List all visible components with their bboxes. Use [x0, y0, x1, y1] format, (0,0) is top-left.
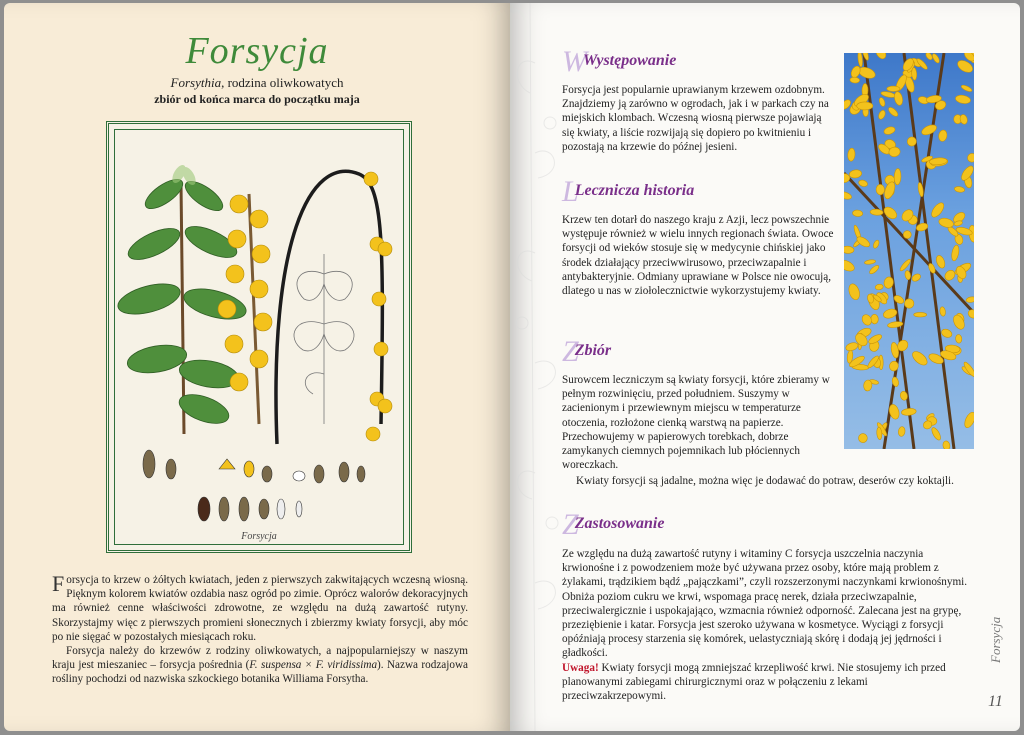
section-paragraph: Ze względu na dużą zawartość rutyny i witaminy C forsycja uszczelnia naczynia krwionośne i z powodzeniem może być używana przez osoby, które mają problem z żylakami, trądzikiem bądź „pajączkami”, czyli rozszerzonymi naczynkami krwionośnymi. Obniża poziom cukru we krwi, wspomaga pracę nerek, działa przeciwzapalnie, przeciwalergicznie i uspokajająco, wzmacnia również odporność. Zalecana jest na grypę, przeziębienie i katar. Forsycja jest szeroko używana w kosmetyce. Wyciągi z forsycji opóźniają procesy starzenia się komórek, uelastyczniają skórę i dodają jej jędrności i gładkości.	[562, 548, 968, 660]
blossom	[887, 86, 900, 91]
warning-label: Uwaga!	[562, 662, 599, 674]
blossom	[864, 259, 876, 265]
blossom	[844, 246, 854, 254]
section-title-text: Zastosowanie	[574, 515, 665, 532]
intro-text: orsycja to krzew o żółtych kwiatach, jeden z pierwszych zakwitających wczesną wiosną. Pięknym kolorem kwiatów ozdabia nasz ogród po zimie. Oprócz walorów dekoracyjnych ma również cenne właściwości zdrowotne, ze względu na dużą zawartość rutyny. Skorzystajmy więc z pierwszych promieni słonecznych i zbierzmy kwiaty forsycji, aby móc po nie sięgać w pozostałych miesiącach roku.	[52, 574, 468, 643]
blossom	[955, 94, 971, 105]
blossom	[870, 209, 883, 216]
blossom	[898, 426, 906, 437]
blossom	[871, 314, 879, 324]
latin-name: Forsythia	[170, 75, 222, 90]
left-page	[4, 3, 510, 731]
blossom	[914, 312, 927, 317]
edible-note	[576, 474, 976, 488]
warning-note	[562, 661, 974, 704]
blossom	[849, 169, 862, 179]
section-ornament: W	[562, 45, 587, 78]
section-text-zastosowanie	[562, 547, 974, 661]
section-paragraph: Krzew ten dotarł do naszego kraju z Azji, lecz powszechnie występuje również w wielu innych regionach świata. Owoce forsycji od wieków stosuje się w medycynie chińskiej jako środek działający przeciwwirusowo, przeciwzapalnie i antybakteryjnie. Odmiany uprawiane w Polsce nie owocują, dlatego u nas w ziołolecznictwie wykorzystujemy kwiaty.	[562, 214, 834, 298]
subtitle	[4, 75, 510, 91]
blossom	[868, 264, 880, 275]
section-title-lecznicza	[562, 175, 694, 209]
section-text-wystepowanie	[562, 83, 834, 154]
warning-paragraph	[562, 661, 974, 704]
blossom	[863, 380, 872, 392]
blossom	[858, 179, 869, 188]
blossom	[927, 262, 936, 274]
blossom	[942, 440, 950, 449]
page-number: 11	[988, 693, 1003, 710]
right-page	[510, 3, 1020, 731]
blossom	[954, 186, 965, 193]
section-paragraph: Surowcem leczniczym są kwiaty forsycji, które zbieramy w pełnym rozwinięciu, przed południem. Suszymy w zacienionym i przewiewnym miejscu w temperaturze otoczenia, rozłożone cienką warstwą na papierze. Przechowujemy w papierowych torebkach, dobrze zamykanych ciemnych pojemnikach lub płóciennych woreczkach.	[562, 374, 830, 472]
left-body-text	[52, 573, 468, 687]
section-title-text: Zbiór	[574, 342, 612, 359]
blossom	[857, 65, 877, 80]
blossom	[929, 201, 946, 219]
harvest-period: zbiór od końca marca do początku maja	[154, 92, 360, 106]
blossom	[878, 97, 886, 107]
blossom	[847, 282, 861, 301]
hybrid-latin-name: F. suspensa × F. viridissima	[249, 659, 378, 672]
blossom	[844, 190, 852, 200]
blossom	[967, 308, 974, 320]
section-title-wystepowanie	[562, 45, 676, 79]
section-ornament: L	[562, 175, 579, 208]
botanical-illustration	[106, 121, 412, 553]
blossom	[847, 148, 855, 162]
family-text-a: Forsycja należy do krzewów z rodziny oliwkowatych, a najpopularniejszy w naszym kraju jest mieszaniec – forsycja pośrednia (	[52, 645, 468, 672]
blossom	[911, 272, 922, 282]
floral-background-icon	[510, 3, 570, 731]
blossom	[951, 245, 961, 262]
family-text-b: ). Nazwa rodzajowa rośliny pochodzi od nazwiska szkockiego botanika Williama Forsytha.	[52, 659, 468, 686]
blossom	[935, 254, 947, 269]
blossom	[893, 91, 904, 106]
flower-photo-icon	[844, 53, 974, 449]
blossom	[883, 126, 896, 136]
blossom	[844, 258, 856, 273]
blossom	[874, 53, 888, 61]
blossom	[857, 102, 873, 110]
blossom	[876, 184, 885, 195]
drop-cap: F	[52, 571, 65, 596]
section-title-text: Lecznicza historia	[574, 182, 695, 199]
blossom	[963, 411, 974, 430]
blossom	[860, 313, 873, 327]
section-text-zbior	[562, 373, 834, 472]
blossom	[850, 77, 860, 84]
section-text-lecznicza	[562, 213, 834, 298]
blossom	[938, 129, 948, 142]
blossom	[875, 284, 884, 291]
blossom	[887, 321, 903, 329]
blossom	[901, 408, 916, 416]
blossom	[966, 296, 974, 303]
section-ornament: Z	[562, 335, 579, 368]
forsythia-drawing-icon	[109, 124, 409, 550]
section-title-zastosowanie	[562, 508, 664, 542]
blossom	[857, 53, 863, 67]
blossom	[966, 152, 974, 164]
family-paragraph	[52, 644, 468, 687]
blossom	[877, 109, 886, 120]
section-title-zbior	[562, 335, 611, 369]
blossom	[852, 210, 863, 217]
blossom	[910, 349, 929, 368]
forsythia-photo	[844, 53, 974, 449]
blossom	[887, 106, 899, 118]
blossom	[959, 164, 974, 182]
illustration-caption: Forsycja	[241, 531, 277, 542]
blossom	[951, 313, 966, 331]
blossom	[858, 433, 868, 444]
warning-text: Kwiaty forsycji mogą zmniejszać krzepliwość krwi. Nie stosujemy ich przed planowanymi zabiegami chirurgicznymi oraz w połączeniu z lekami przeciwzakrzepowymi.	[562, 662, 946, 703]
family-name: , rodzina oliwkowatych	[221, 75, 344, 90]
page-title: Forsycja	[185, 30, 329, 72]
intro-paragraph	[52, 573, 468, 644]
blossom	[920, 123, 938, 137]
section-ornament: Z	[562, 508, 579, 541]
section-title-text: Występowanie	[583, 52, 677, 69]
blossom	[925, 53, 934, 61]
blossom	[960, 84, 972, 93]
blossom	[959, 114, 968, 125]
blossom	[872, 239, 880, 249]
section-paragraph: Forsycja jest popularnie uprawianym krzewem ozdobnym. Znajdziemy ją zarówno w ogrodach, jak i w parkach czy na miejskich klombach. Wczesną wiosną pierwsze pojawiają się kwiaty, a liście rozwijają się dopiero po kwitnieniu i pozostają na krzewie do późnej jesieni.	[562, 84, 829, 153]
blossom	[939, 306, 946, 316]
blossom	[940, 328, 953, 339]
blossom	[930, 426, 942, 441]
blossom	[955, 334, 962, 343]
blossom	[894, 168, 901, 184]
side-running-title: Forsycja	[988, 616, 1003, 663]
section-paragraph: Kwiaty forsycji są jadalne, można więc je dodawać do potraw, deserów czy koktajli.	[576, 475, 954, 487]
blossom	[911, 67, 917, 80]
